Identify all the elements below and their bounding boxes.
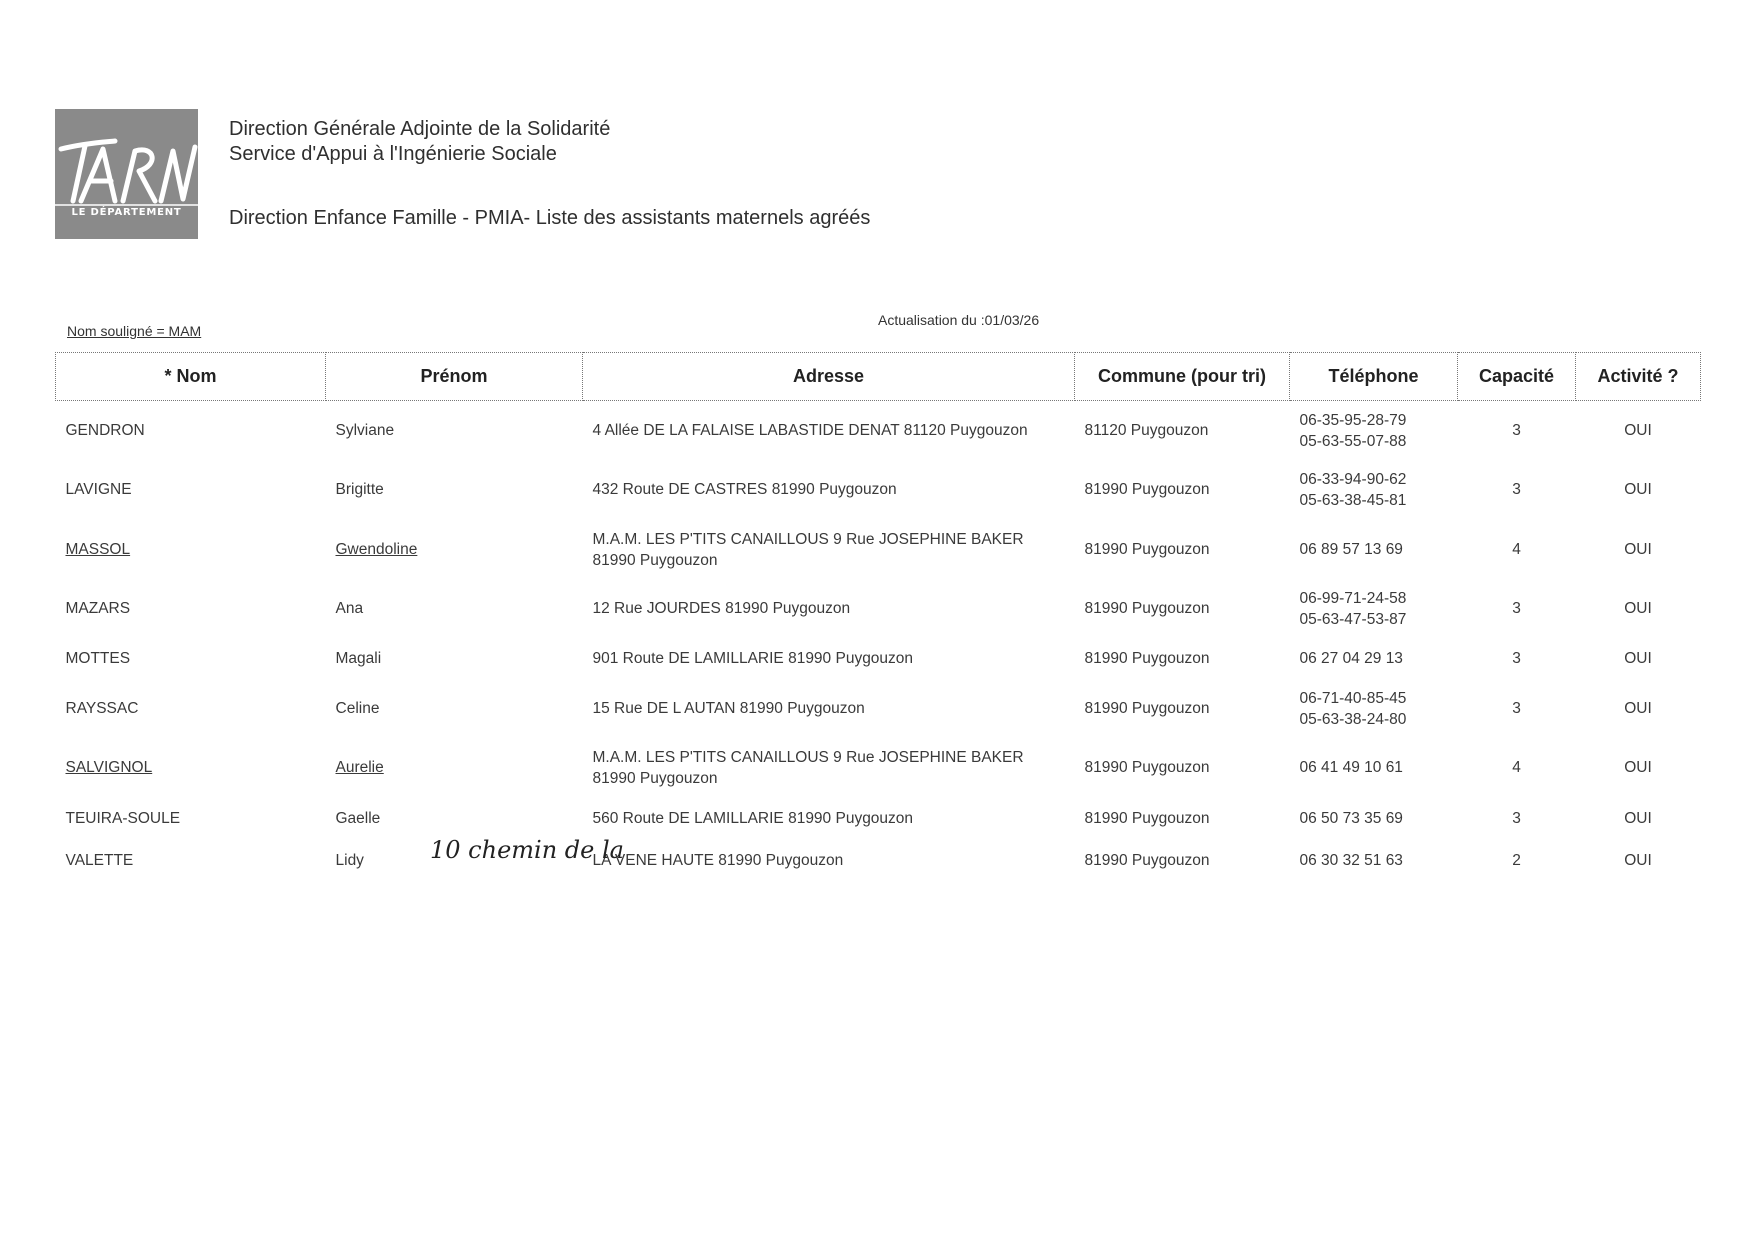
cell-telephone bbox=[1290, 401, 1458, 461]
logo-subtitle: LE DÉPARTEMENT bbox=[71, 207, 182, 218]
cell-commune bbox=[1075, 637, 1290, 681]
cell-nom bbox=[56, 839, 326, 883]
cell-activite bbox=[1576, 839, 1701, 883]
phone-primary: 06-71-40-85-45 bbox=[1299, 689, 1407, 707]
table-row bbox=[56, 401, 1701, 461]
cell-activite bbox=[1576, 461, 1701, 519]
cell-nom bbox=[56, 737, 326, 799]
cell-activite bbox=[1576, 519, 1701, 581]
phone-primary: 06 27 04 29 13 bbox=[1299, 650, 1403, 667]
cell-capacite bbox=[1458, 637, 1576, 681]
header-commune: Commune (pour tri) bbox=[1075, 353, 1290, 401]
cell-adresse bbox=[583, 839, 1075, 883]
cell-nom bbox=[56, 461, 326, 519]
cell-capacite bbox=[1458, 461, 1576, 519]
cell-activite-text: OUI bbox=[1624, 759, 1652, 776]
cell-commune-text: 81120 Puygouzon bbox=[1084, 422, 1209, 440]
header-adresse: Adresse bbox=[583, 353, 1075, 401]
cell-prenom-text: Aurelie bbox=[335, 759, 384, 776]
cell-commune-text: 81990 Puygouzon bbox=[1084, 810, 1210, 827]
cell-adresse-text: M.A.M. LES P'TITS CANAILLOUS 9 Rue JOSEPHINE BAKER 81990 Puygouzon bbox=[592, 748, 1024, 787]
phone-primary: 06 89 57 13 69 bbox=[1299, 541, 1403, 558]
cell-prenom bbox=[326, 799, 583, 839]
cell-nom-text: MASSOL bbox=[65, 541, 131, 558]
header-line-2: Service d'Appui à l'Ingénierie Sociale bbox=[229, 143, 557, 165]
cell-telephone bbox=[1290, 839, 1458, 883]
phone-primary: 06-35-95-28-79 bbox=[1299, 411, 1407, 429]
assistants-table bbox=[55, 352, 1701, 883]
cell-capacite bbox=[1458, 519, 1576, 581]
cell-commune bbox=[1075, 401, 1290, 461]
table-row bbox=[56, 637, 1701, 681]
cell-activite-text: OUI bbox=[1624, 852, 1652, 869]
cell-capacite bbox=[1458, 581, 1576, 637]
cell-activite-text: OUI bbox=[1624, 700, 1652, 717]
cell-capacite-text: 3 bbox=[1512, 600, 1521, 617]
phone-secondary: 05-63-38-24-80 bbox=[1299, 710, 1407, 728]
cell-commune bbox=[1075, 737, 1290, 799]
cell-commune-text: 81990 Puygouzon bbox=[1084, 541, 1210, 558]
legend-note: Nom souligné = MAM bbox=[67, 323, 202, 339]
cell-telephone bbox=[1290, 519, 1458, 581]
cell-telephone bbox=[1290, 799, 1458, 839]
cell-nom bbox=[56, 637, 326, 681]
cell-prenom bbox=[326, 401, 583, 461]
cell-activite bbox=[1576, 681, 1701, 737]
cell-prenom bbox=[326, 681, 583, 737]
cell-telephone bbox=[1290, 681, 1458, 737]
cell-activite-text: OUI bbox=[1624, 422, 1652, 440]
cell-adresse bbox=[583, 799, 1075, 839]
table-row bbox=[56, 839, 1701, 883]
cell-nom bbox=[56, 401, 326, 461]
cell-commune bbox=[1075, 519, 1290, 581]
table-row bbox=[56, 581, 1701, 637]
table-row bbox=[56, 737, 1701, 799]
cell-adresse-text: 901 Route DE LAMILLARIE 81990 Puygouzon bbox=[592, 650, 914, 667]
phone-primary: 06 41 49 10 61 bbox=[1299, 759, 1403, 776]
cell-capacite bbox=[1458, 799, 1576, 839]
cell-adresse bbox=[583, 519, 1075, 581]
cell-capacite bbox=[1458, 737, 1576, 799]
cell-adresse-text: M.A.M. LES P'TITS CANAILLOUS 9 Rue JOSEPHINE BAKER 81990 Puygouzon bbox=[592, 530, 1024, 569]
cell-commune-text: 81990 Puygouzon bbox=[1084, 481, 1210, 498]
cell-activite bbox=[1576, 401, 1701, 461]
cell-adresse-text: 4 Allée DE LA FALAISE LABASTIDE DENAT 81120 Puygouzon bbox=[592, 422, 1028, 440]
cell-adresse bbox=[583, 461, 1075, 519]
cell-telephone bbox=[1290, 637, 1458, 681]
cell-commune-text: 81990 Puygouzon bbox=[1084, 852, 1210, 869]
cell-activite bbox=[1576, 799, 1701, 839]
cell-prenom bbox=[326, 581, 583, 637]
cell-adresse bbox=[583, 581, 1075, 637]
cell-activite bbox=[1576, 637, 1701, 681]
handwritten-annotation: 10 chemin de la bbox=[430, 836, 624, 864]
cell-prenom bbox=[326, 461, 583, 519]
cell-capacite-text: 3 bbox=[1512, 650, 1521, 667]
cell-adresse-text: LA VENE HAUTE 81990 Puygouzon bbox=[592, 852, 844, 869]
phone-primary: 06-99-71-24-58 bbox=[1299, 589, 1407, 607]
cell-prenom-text: Sylviane bbox=[335, 422, 395, 440]
cell-adresse-text: 12 Rue JOURDES 81990 Puygouzon bbox=[592, 600, 851, 617]
table-header-row bbox=[56, 353, 1701, 401]
cell-capacite-text: 3 bbox=[1512, 481, 1521, 498]
cell-nom-text: GENDRON bbox=[65, 422, 145, 440]
cell-prenom bbox=[326, 519, 583, 581]
cell-nom bbox=[56, 681, 326, 737]
cell-capacite-text: 3 bbox=[1512, 810, 1521, 827]
cell-nom-text: LAVIGNE bbox=[65, 481, 132, 498]
cell-commune-text: 81990 Puygouzon bbox=[1084, 759, 1210, 776]
cell-telephone bbox=[1290, 737, 1458, 799]
header-capacite: Capacité bbox=[1458, 353, 1576, 401]
cell-prenom-text: Gaelle bbox=[335, 810, 381, 827]
cell-adresse bbox=[583, 737, 1075, 799]
cell-adresse-text: 432 Route DE CASTRES 81990 Puygouzon bbox=[592, 481, 897, 498]
cell-commune-text: 81990 Puygouzon bbox=[1084, 650, 1210, 667]
cell-prenom-text: Brigitte bbox=[335, 481, 384, 498]
phone-secondary: 05-63-55-07-88 bbox=[1299, 432, 1407, 450]
cell-activite-text: OUI bbox=[1624, 541, 1652, 558]
phone-primary: 06 50 73 35 69 bbox=[1299, 810, 1403, 827]
cell-nom-text: RAYSSAC bbox=[65, 700, 139, 717]
cell-activite-text: OUI bbox=[1624, 810, 1652, 827]
table-row bbox=[56, 681, 1701, 737]
phone-secondary: 05-63-38-45-81 bbox=[1299, 491, 1407, 509]
update-date: Actualisation du :01/03/26 bbox=[878, 312, 1040, 328]
table-row bbox=[56, 461, 1701, 519]
cell-adresse bbox=[583, 401, 1075, 461]
cell-prenom-text: Gwendoline bbox=[335, 541, 418, 558]
cell-nom-text: MOTTES bbox=[65, 650, 131, 667]
cell-commune-text: 81990 Puygouzon bbox=[1084, 700, 1210, 717]
cell-telephone bbox=[1290, 581, 1458, 637]
header-telephone: Téléphone bbox=[1290, 353, 1458, 401]
cell-commune bbox=[1075, 799, 1290, 839]
header-prenom: Prénom bbox=[326, 353, 583, 401]
cell-commune bbox=[1075, 461, 1290, 519]
tarn-logo bbox=[55, 109, 198, 239]
cell-activite-text: OUI bbox=[1624, 600, 1652, 617]
cell-commune bbox=[1075, 681, 1290, 737]
cell-prenom bbox=[326, 737, 583, 799]
cell-telephone bbox=[1290, 461, 1458, 519]
cell-capacite bbox=[1458, 681, 1576, 737]
cell-activite-text: OUI bbox=[1624, 650, 1652, 667]
cell-prenom-text: Celine bbox=[335, 700, 380, 717]
cell-prenom bbox=[326, 637, 583, 681]
phone-primary: 06-33-94-90-62 bbox=[1299, 470, 1407, 488]
cell-commune bbox=[1075, 581, 1290, 637]
cell-prenom-text: Lidy bbox=[335, 852, 364, 869]
cell-capacite bbox=[1458, 401, 1576, 461]
cell-capacite-text: 4 bbox=[1512, 759, 1521, 776]
tarn-logo-mark bbox=[55, 109, 198, 239]
cell-prenom-text: Ana bbox=[335, 600, 364, 617]
header-activite: Activité ? bbox=[1576, 353, 1701, 401]
cell-adresse bbox=[583, 681, 1075, 737]
cell-commune bbox=[1075, 839, 1290, 883]
cell-prenom-text: Magali bbox=[335, 650, 382, 667]
cell-adresse bbox=[583, 637, 1075, 681]
cell-adresse-text: 15 Rue DE L AUTAN 81990 Puygouzon bbox=[592, 700, 865, 717]
cell-capacite-text: 4 bbox=[1512, 541, 1521, 558]
cell-nom-text: VALETTE bbox=[65, 852, 134, 869]
cell-activite-text: OUI bbox=[1624, 481, 1652, 498]
table-row bbox=[56, 519, 1701, 581]
cell-nom-text: SALVIGNOL bbox=[65, 759, 153, 776]
table-row bbox=[56, 799, 1701, 839]
cell-capacite-text: 2 bbox=[1512, 852, 1521, 869]
cell-capacite-text: 3 bbox=[1512, 422, 1521, 440]
cell-adresse-text: 560 Route DE LAMILLARIE 81990 Puygouzon bbox=[592, 810, 914, 827]
cell-nom bbox=[56, 519, 326, 581]
header-line-1: Direction Générale Adjointe de la Solidarité bbox=[229, 118, 611, 140]
cell-capacite-text: 3 bbox=[1512, 700, 1521, 717]
cell-commune-text: 81990 Puygouzon bbox=[1084, 600, 1210, 617]
cell-nom bbox=[56, 581, 326, 637]
phone-secondary: 05-63-47-53-87 bbox=[1299, 610, 1407, 628]
cell-nom-text: MAZARS bbox=[65, 600, 131, 617]
cell-activite bbox=[1576, 737, 1701, 799]
phone-primary: 06 30 32 51 63 bbox=[1299, 852, 1403, 869]
header-line-3: Direction Enfance Famille - PMIA- Liste des assistants maternels agréés bbox=[229, 207, 871, 229]
cell-nom-text: TEUIRA-SOULE bbox=[65, 810, 181, 827]
header-nom: * Nom bbox=[56, 353, 326, 401]
cell-activite bbox=[1576, 581, 1701, 637]
cell-capacite bbox=[1458, 839, 1576, 883]
cell-nom bbox=[56, 799, 326, 839]
